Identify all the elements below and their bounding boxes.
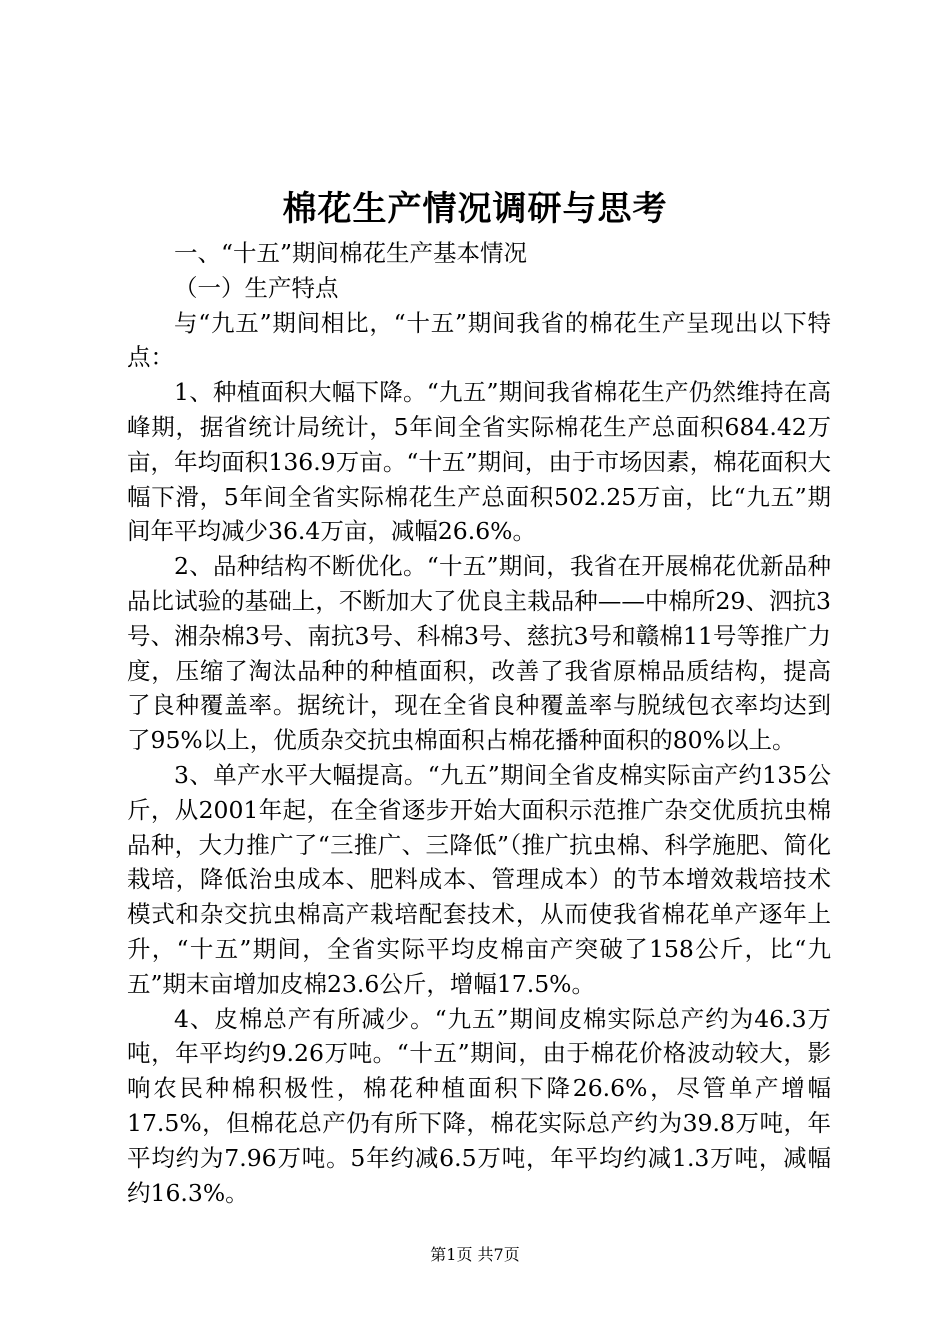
document-title: 棉花生产情况调研与思考 [282, 189, 668, 229]
paragraph-planting-area: 1、种植面积大幅下降。“九五”期间我省棉花生产仍然维持在高峰期，据省统计局统计，5年间全省实际棉花生产总面积684.42万亩，年均面积136.9万亩。“十五”期间，由于市场因素，棉花面积大幅下滑，5年间全省实际棉花生产总面积502.25万亩，比“九五”期间年平均减少36.4万亩，减幅26.6%。 [127, 378, 831, 546]
paragraph-variety-structure: 2、品种结构不断优化。“十五”期间，我省在开展棉花优新品种品比试验的基础上，不断加大了优良主栽品种——中棉所29、泗抗3号、湘杂棉3号、南抗3号、科棉3号、慈抗3号和赣棉11号等推广力度，压缩了淘汰品种的种植面积，改善了我省原棉品质结构，提高了良种覆盖率。据统计，现在全省良种覆盖率与脱绒包衣率均达到了95%以上，优质杂交抗虫棉面积占棉花播种面积的80%以上。 [127, 552, 831, 755]
paragraph-yield-level: 3、单产水平大幅提高。“九五”期间全省皮棉实际亩产约135公斤，从2001年起，在全省逐步开始大面积示范推广杂交优质抗虫棉品种，大力推广了“三推广、三降低”（推广抗虫棉、科学施肥、简化栽培，降低治虫成本、肥料成本、管理成本）的节本增效栽培技术模式和杂交抗虫棉高产栽培配套技术，从而使我省棉花单产逐年上升，“十五”期间，全省实际平均皮棉亩产突破了158公斤，比“九五”期末亩增加皮棉23.6公斤，增幅17.5%。 [127, 760, 831, 998]
section-heading: 一、“十五”期间棉花生产基本情况 [174, 239, 528, 267]
page-number: 第1页 共7页 [430, 1245, 520, 1264]
subsection-heading: （一）生产特点 [174, 273, 339, 302]
paragraph-intro: 与“九五”期间相比，“十五”期间我省的棉花生产呈现出以下特点： [127, 308, 831, 372]
document-body [127, 236, 831, 1210]
paragraph-total-output: 4、皮棉总产有所减少。“九五”期间皮棉实际总产约为46.3万吨，年平均约9.26万吨。“十五”期间，由于棉花价格波动较大，影响农民种棉积极性，棉花种植面积下降26.6%，尽管单产增幅17.5%，但棉花总产仍有所下降，棉花实际总产约为39.8万吨，年平均约为7.96万吨。5年约减6.5万吨，年平均约减1.3万吨，减幅约16.3%。 [127, 1004, 831, 1207]
